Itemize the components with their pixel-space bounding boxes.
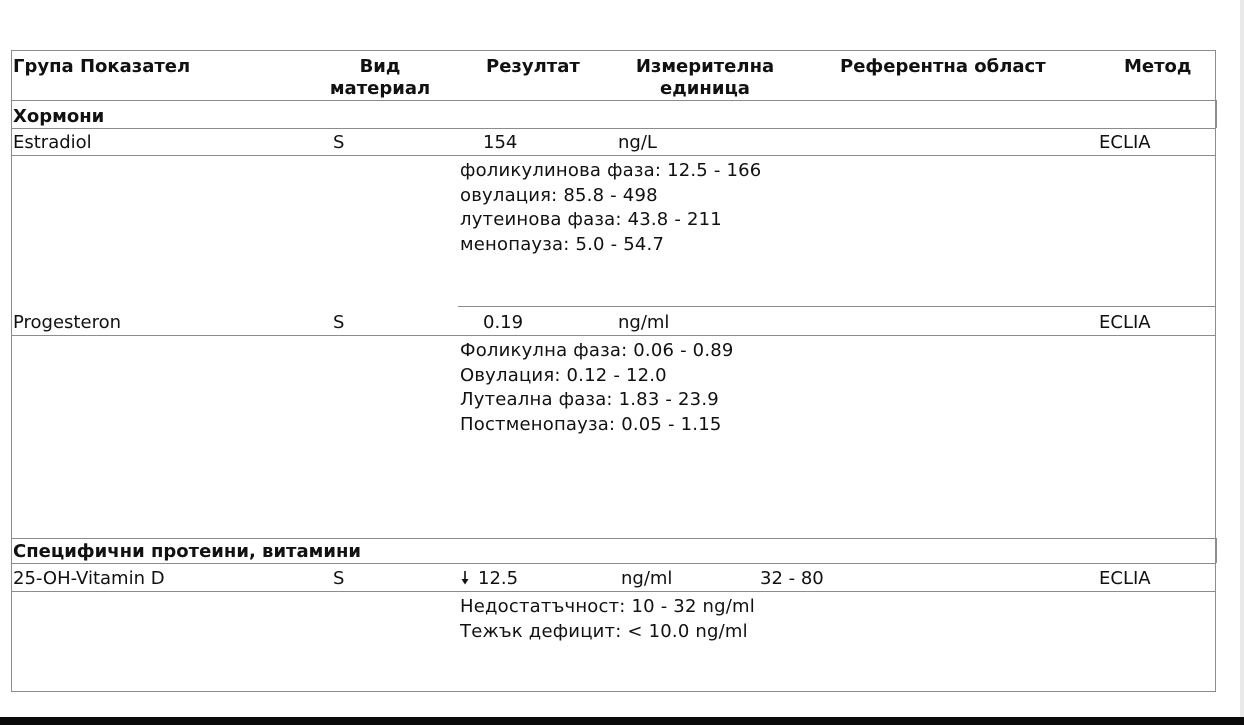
row-divider <box>11 335 1216 336</box>
reference-notes <box>460 159 761 258</box>
header-unit-line2: единица <box>660 78 750 99</box>
unit-value: ng/ml <box>618 312 670 333</box>
method-value: ECLIA <box>1099 312 1151 333</box>
row-divider <box>11 591 1216 592</box>
reference-line: менопауза: 5.0 - 54.7 <box>460 234 665 256</box>
reference-line: Овулация: 0.12 - 12.0 <box>460 364 667 386</box>
group-title: Хормони <box>13 106 105 127</box>
reference-line: Тежък дефицит: < 10.0 ng/ml <box>460 620 748 642</box>
result-value: 154 <box>483 132 518 153</box>
method-value: ECLIA <box>1099 568 1151 589</box>
reference-line: Постменопауза: 0.05 - 1.15 <box>460 414 722 436</box>
reference-line: овулация: 85.8 - 498 <box>460 184 658 206</box>
header-method: Метод <box>1124 56 1192 77</box>
indicator-name: 25-OH-Vitamin D <box>13 568 165 589</box>
reference-line: Недостатъчност: 10 - 32 ng/ml <box>460 596 755 617</box>
group-right-border <box>1216 100 1217 128</box>
header-reference: Референтна област <box>840 56 1046 77</box>
material-value: S <box>333 132 345 153</box>
reference-line: лутеинова фаза: 43.8 - 211 <box>460 209 722 231</box>
header-material <box>320 56 440 100</box>
result-value: 12.5 <box>478 568 519 589</box>
reference-line: фоликулинова фаза: 12.5 - 166 <box>460 160 762 181</box>
material-value: S <box>333 312 345 333</box>
header-divider <box>11 100 1216 101</box>
bottom-bar <box>0 717 1244 725</box>
reference-line: Фоликулна фаза: 0.06 - 0.89 <box>460 340 734 361</box>
header-result: Резултат <box>486 56 580 77</box>
result-value: 0.19 <box>483 312 524 333</box>
reference-notes <box>460 595 755 644</box>
unit-value: ng/ml <box>621 568 673 589</box>
method-value: ECLIA <box>1099 132 1151 153</box>
reference-value: 32 - 80 <box>760 568 824 589</box>
material-value: S <box>333 568 345 589</box>
group-right-border <box>1216 538 1217 563</box>
notes-divider <box>458 306 1216 307</box>
header-group-indicator: Група Показател <box>13 56 191 77</box>
indicator-name: Estradiol <box>13 132 92 153</box>
header-unit <box>620 56 790 100</box>
group-divider <box>11 128 1216 129</box>
header-unit-line1: Измерителна <box>635 56 775 77</box>
result-cell <box>460 568 518 590</box>
header-material-line2: материал <box>329 78 431 99</box>
group-title: Специфични протеини, витамини <box>13 541 362 562</box>
page-right-edge <box>1240 0 1244 717</box>
unit-value: ng/L <box>618 132 657 153</box>
group-divider <box>11 538 1216 539</box>
indicator-name: Progesteron <box>13 312 121 333</box>
low-arrow-icon <box>460 570 470 586</box>
group-divider <box>11 563 1216 564</box>
reference-line: Лутеална фаза: 1.83 - 23.9 <box>460 389 719 411</box>
reference-notes <box>460 339 734 438</box>
row-divider <box>11 155 1216 156</box>
header-material-line1: Вид <box>359 56 401 77</box>
